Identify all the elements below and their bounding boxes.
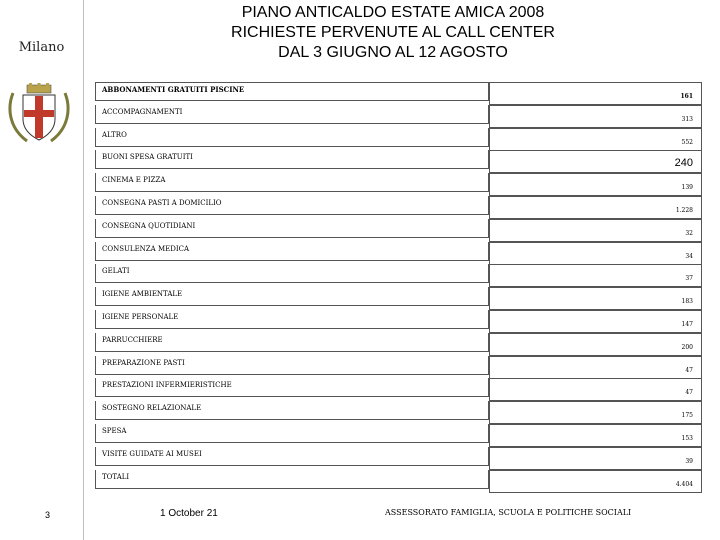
table-row [95, 401, 708, 424]
table-row [95, 333, 708, 356]
row-label: PREPARAZIONE PASTI [95, 356, 489, 375]
title-line-1: PIANO ANTICALDO ESTATE AMICA 2008 [241, 4, 545, 21]
row-label: CINEMA E PIZZA [95, 173, 489, 192]
table-row [95, 378, 708, 401]
table-row [95, 424, 708, 447]
table-row [95, 82, 708, 105]
row-label: PRESTAZIONI INFERMIERISTICHE [95, 378, 489, 397]
table-row [95, 173, 708, 196]
row-label: TOTALI [95, 470, 489, 489]
row-value: 147 [489, 310, 702, 333]
row-value: 39 [489, 447, 702, 470]
table-row [95, 356, 708, 379]
row-label: PARRUCCHIERE [95, 333, 489, 352]
page-title [150, 3, 636, 63]
row-value: 161 [489, 82, 702, 105]
row-value: 47 [489, 356, 702, 379]
milano-crest-icon [5, 83, 73, 145]
row-value: 200 [489, 333, 702, 356]
table-row [95, 310, 708, 333]
table-row [95, 196, 708, 219]
page-number: 3 [45, 510, 51, 520]
row-value: 34 [489, 242, 702, 265]
row-value: 240 [489, 150, 702, 173]
footer-date: 1 October 21 [160, 508, 218, 519]
table-row [95, 264, 708, 287]
row-label: VISITE GUIDATE AI MUSEI [95, 447, 489, 466]
row-label: CONSULENZA MEDICA [95, 242, 489, 261]
table-row-total [95, 470, 708, 493]
row-label: IGIENE PERSONALE [95, 310, 489, 329]
row-value: 1.228 [489, 196, 702, 219]
title-line-3: DAL 3 GIUGNO AL 12 AGOSTO [278, 44, 508, 61]
row-label: ABBONAMENTI GRATUITI PISCINE [95, 82, 489, 101]
row-label: SOSTEGNO RELAZIONALE [95, 401, 489, 420]
row-label: CONSEGNA PASTI A DOMICILIO [95, 196, 489, 215]
row-value: 32 [489, 219, 702, 242]
footer-department: ASSESSORATO FAMIGLIA, SCUOLA E POLITICHE SOCIALI [385, 508, 632, 517]
row-value: 139 [489, 173, 702, 196]
row-value: 183 [489, 287, 702, 310]
table-row [95, 128, 708, 151]
row-value: 4.404 [489, 470, 702, 493]
row-label: ACCOMPAGNAMENTI [95, 105, 489, 124]
row-label: CONSEGNA QUOTIDIANI [95, 219, 489, 238]
row-value: 175 [489, 401, 702, 424]
title-line-2: RICHIESTE PERVENUTE AL CALL CENTER [231, 24, 555, 41]
table-row [95, 219, 708, 242]
milano-logo-text: Milano [18, 40, 65, 55]
row-value: 153 [489, 424, 702, 447]
row-label: ALTRO [95, 128, 489, 147]
table-row [95, 105, 708, 128]
row-label: GELATI [95, 264, 489, 283]
table-row [95, 447, 708, 470]
row-value: 37 [489, 264, 702, 287]
requests-table [95, 82, 708, 492]
sidebar [0, 0, 84, 540]
row-label: SPESA [95, 424, 489, 443]
row-label: BUONI SPESA GRATUITI [95, 150, 489, 169]
table-row [95, 242, 708, 265]
row-label: IGIENE AMBIENTALE [95, 287, 489, 306]
row-value: 552 [489, 128, 702, 151]
table-row [95, 150, 708, 173]
row-value: 47 [489, 378, 702, 401]
table-row [95, 287, 708, 310]
row-value: 313 [489, 105, 702, 128]
